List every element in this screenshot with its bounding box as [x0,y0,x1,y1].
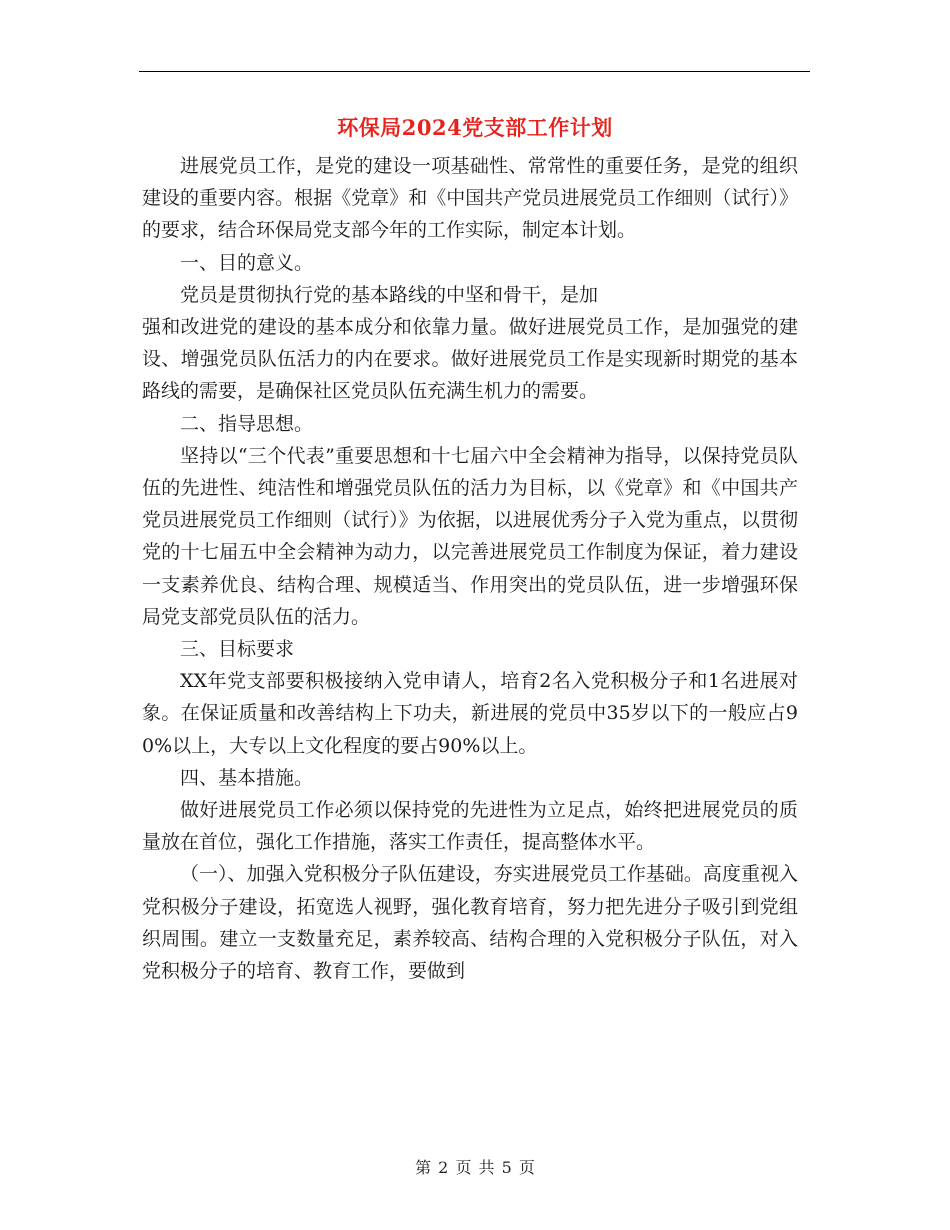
paragraph-significance-a: 党员是贯彻执行党的基本路线的中坚和骨干，是加 [180,283,599,306]
paragraph-goals: XX年党支部要积极接纳入党申请人，培育2名入党积极分子和1名进展对象。在保证质量和改善结构上下功夫，新进展的党员中35岁以下的一般应占90%以上，大专以上文化程度的要占90%以上。 [142,670,798,757]
page-footer: 第 2 页 共 5 页 [415,1158,535,1177]
document-body [142,150,798,987]
section-heading-3: 三、目标要求 [180,638,295,661]
section-heading-1: 一、目的意义。 [180,251,314,274]
header-rule [139,71,810,72]
section-heading-2: 二、指导思想。 [180,412,314,435]
paragraph-intro: 进展党员工作，是党的建设一项基础性、常常性的重要任务，是党的组织建设的重要内容。根据《党章》和《中国共产党员进展党员工作细则（试行）》的要求，结合环保局党支部今年的工作实际，制定本计划。 [142,155,798,242]
document-title: 环保局2024党支部工作计划 [337,115,613,140]
paragraph-significance-b: 强和改进党的建设的基本成分和依靠力量。做好进展党员工作，是加强党的建设、增强党员队伍活力的内在要求。做好进展党员工作是实现新时期党的基本路线的需要，是确保社区党员队伍充满生机力的需要。 [142,316,798,403]
paragraph-measures: 做好进展党员工作必须以保持党的先进性为立足点，始终把进展党员的质量放在首位，强化工作措施，落实工作责任，提高整体水平。 [142,799,798,854]
section-heading-4: 四、基本措施。 [180,766,314,789]
paragraph-guiding-thought: 坚持以“三个代表”重要思想和十七届六中全会精神为指导，以保持党员队伍的先进性、纯洁性和增强党员队伍的活力为目标，以《党章》和《中国共产党员进展党员工作细则（试行）》为依据，以进展优秀分子入党为重点，以贯彻党的十七届五中全会精神为动力，以完善进展党员工作制度为保证，着力建设一支素养优良、结构合理、规模适当、作用突出的党员队伍，进一步增强环保局党支部党员队伍的活力。 [142,444,798,628]
paragraph-measure-1: （一）、加强入党积极分子队伍建设，夯实进展党员工作基础。高度重视入党积极分子建设，拓宽选人视野，强化教育培育，努力把先进分子吸引到党组织周围。建立一支数量充足，素养较高、结构合理的入党积极分子队伍，对入党积极分子的培育、教育工作，要做到 [142,863,798,983]
